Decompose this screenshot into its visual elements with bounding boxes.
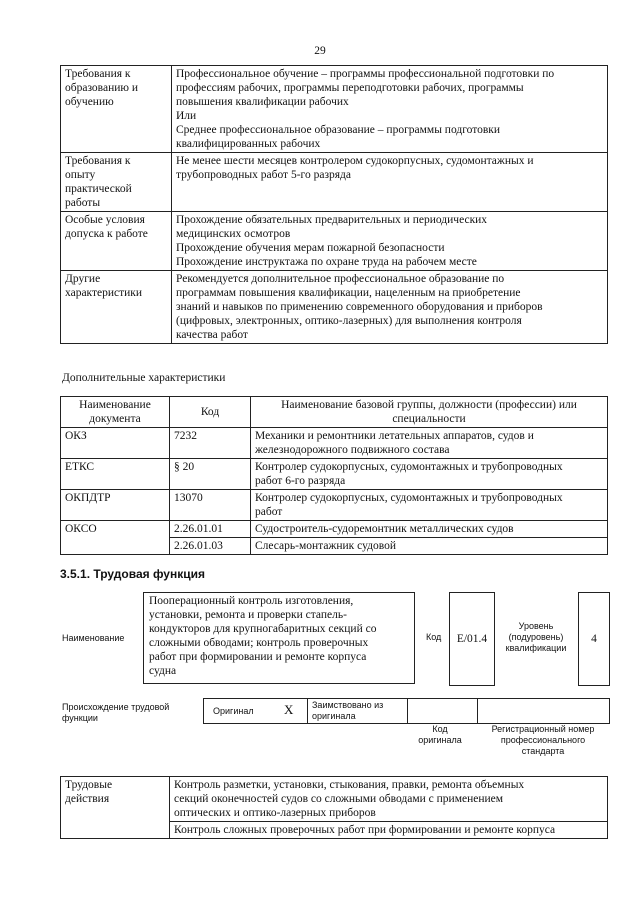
function-name-line: судна <box>149 665 177 677</box>
level-label-line: квалификации <box>505 643 567 653</box>
label-line: Требования к <box>65 68 131 80</box>
level-label-line: Уровень <box>518 621 554 631</box>
name-line: Механики и ремонтники летательных аппаратов, судов и <box>255 430 534 442</box>
row-label <box>61 66 172 153</box>
value-line: Прохождение инструктажа по охране труда на рабочем месте <box>176 256 477 268</box>
additional-table <box>60 396 608 555</box>
value-line: медицинских осмотров <box>176 228 291 240</box>
function-name-line: кондукторов для крупногабаритных секций со <box>149 623 377 635</box>
cell-name <box>251 428 608 459</box>
table-row <box>61 212 608 271</box>
page-number: 29 <box>314 45 326 57</box>
reg-caption-line: стандарта <box>521 746 565 756</box>
table-row <box>61 490 608 521</box>
cell-doc: ОКПДТР <box>61 490 170 521</box>
borrowed-label <box>312 700 383 722</box>
table-row <box>61 66 608 153</box>
value-line: профессиям рабочих, программы переподготовки рабочих, программы <box>176 82 524 94</box>
header-line: Наименование базовой группы, должности (профессии) или <box>281 399 577 411</box>
name-line: железнодорожного подвижного состава <box>255 444 450 456</box>
row-value <box>172 66 608 153</box>
row-label <box>61 212 172 271</box>
value-line: повышения квалификации рабочих <box>176 96 349 108</box>
code-caption <box>410 724 470 746</box>
header-code <box>170 397 251 428</box>
cell-name <box>251 538 608 555</box>
label-line: Особые условия <box>65 214 145 226</box>
label-line: обучению <box>65 96 114 108</box>
row-value <box>172 153 608 212</box>
row-value <box>172 212 608 271</box>
value-line: Профессиональное обучение – программы профессиональной подготовки по <box>176 68 555 80</box>
level-label <box>500 621 572 654</box>
value-line: программам повышения квалификации, нацеленным на приобретение <box>176 287 521 299</box>
name-line: Контролер судокорпусных, судомонтажных и трубопроводных <box>255 461 563 473</box>
function-name-line: работ при формировании и ремонте корпуса <box>149 651 367 663</box>
name-line: Контролер судокорпусных, судомонтажных и трубопроводных <box>255 492 563 504</box>
cell-name <box>251 459 608 490</box>
function-name-line: установки, ремонта и проверки стапель- <box>149 609 347 621</box>
borrowed-line: оригинала <box>312 711 356 721</box>
table-row <box>61 521 608 538</box>
label-line: образованию и <box>65 82 138 94</box>
action-line: секций оконечностей судов со сложными обводами с применением <box>174 793 504 805</box>
level-label-line: (подуровень) <box>508 632 564 642</box>
origin-divider <box>477 699 478 723</box>
label-line: работы <box>65 197 101 209</box>
origin-label-line: Происхождение трудовой <box>62 702 170 712</box>
action-line: Контроль сложных проверочных работ при формировании и ремонте корпуса <box>174 824 556 836</box>
table-row <box>61 777 608 822</box>
table-header-row <box>61 397 608 428</box>
function-name-line: Пооперационный контроль изготовления, <box>149 595 354 607</box>
name-line: Слесарь-монтажник судовой <box>255 540 396 552</box>
cell-name <box>251 490 608 521</box>
borrowed-line: Заимствовано из <box>312 700 384 710</box>
reg-caption-line: Регистрационный номер <box>491 724 595 734</box>
cell-code: 13070 <box>170 490 251 521</box>
code-caption-line: Код <box>432 724 448 734</box>
cell-doc: ЕТКС <box>61 459 170 490</box>
cell-code: § 20 <box>170 459 251 490</box>
table-row <box>61 459 608 490</box>
header-line: специальности <box>392 413 466 425</box>
header-name <box>251 397 608 428</box>
action-item <box>170 777 608 822</box>
action-line: Контроль разметки, установки, стыкования, правки, ремонта объемных <box>174 779 525 791</box>
origin-label-line: функции <box>62 713 98 723</box>
row-value <box>172 271 608 344</box>
actions-label-line: действия <box>65 793 110 805</box>
cell-doc: ОКСО <box>61 521 170 555</box>
origin-divider <box>307 699 308 723</box>
original-label: Оригинал <box>213 706 254 716</box>
value-line: трубопроводных работ 5-го разряда <box>176 169 351 181</box>
value-line: Среднее профессиональное образование – программы подготовки <box>176 124 501 136</box>
value-line: Или <box>176 110 197 122</box>
level-value: 4 <box>591 633 597 645</box>
label-line: допуска к работе <box>65 228 148 240</box>
cell-code: 7232 <box>170 428 251 459</box>
header-line: документа <box>89 413 141 425</box>
origin-divider <box>407 699 408 723</box>
name-label: Наименование <box>62 633 125 643</box>
function-name-box <box>143 592 415 684</box>
row-label <box>61 271 172 344</box>
origin-label <box>62 702 192 724</box>
value-line: качества работ <box>176 329 248 341</box>
table-row <box>61 271 608 344</box>
code-value: E/01.4 <box>456 633 488 645</box>
label-line: практической <box>65 183 132 195</box>
actions-table <box>60 776 608 839</box>
name-line: работ <box>255 506 283 518</box>
code-box <box>449 592 495 686</box>
value-line: Прохождение обязательных предварительных и периодических <box>176 214 488 226</box>
actions-label-line: Трудовые <box>65 779 113 791</box>
value-line: квалифицированных рабочих <box>176 138 321 150</box>
value-line: Не менее шести месяцев контролером судокорпусных, судомонтажных и <box>176 155 534 167</box>
cell-code: 2.26.01.03 <box>170 538 251 555</box>
name-line: работ 6-го разряда <box>255 475 346 487</box>
original-mark: X <box>284 702 294 717</box>
label-line: Другие <box>65 273 101 285</box>
function-name-line: сложными обводами; контроль проверочных <box>149 637 369 649</box>
value-line: (цифровых, электронных, оптико-лазерных) для выполнения контроля <box>176 315 522 327</box>
level-box <box>578 592 610 686</box>
header-doc <box>61 397 170 428</box>
code-caption-line: оригинала <box>418 735 462 745</box>
cell-name <box>251 521 608 538</box>
cell-doc: ОКЗ <box>61 428 170 459</box>
action-item <box>170 822 608 839</box>
name-line: Судостроитель-судоремонтник металлических судов <box>255 523 514 535</box>
header-line: Код <box>200 406 220 418</box>
value-line: знаний и навыков по применению современного оборудования и приборов <box>176 301 543 313</box>
reg-caption <box>478 724 608 757</box>
reg-caption-line: профессионального <box>500 735 586 745</box>
action-line: оптических и оптико-лазерных приборов <box>174 807 376 819</box>
value-line: Рекомендуется дополнительное профессиональное образование по <box>176 273 505 285</box>
actions-label <box>61 777 170 839</box>
row-label <box>61 153 172 212</box>
code-label: Код <box>426 632 442 642</box>
header-line: Наименование <box>79 399 151 411</box>
origin-box <box>203 698 610 724</box>
cell-code: 2.26.01.01 <box>170 521 251 538</box>
label-line: Требования к <box>65 155 131 167</box>
table-row <box>61 153 608 212</box>
requirements-table <box>60 65 608 344</box>
label-line: опыту <box>65 169 96 181</box>
value-line: Прохождение обучения мерам пожарной безопасности <box>176 242 445 254</box>
section-title: 3.5.1. Трудовая функция <box>60 567 205 581</box>
table-row <box>61 428 608 459</box>
additional-title: Дополнительные характеристики <box>62 372 226 384</box>
label-line: характеристики <box>65 287 143 299</box>
